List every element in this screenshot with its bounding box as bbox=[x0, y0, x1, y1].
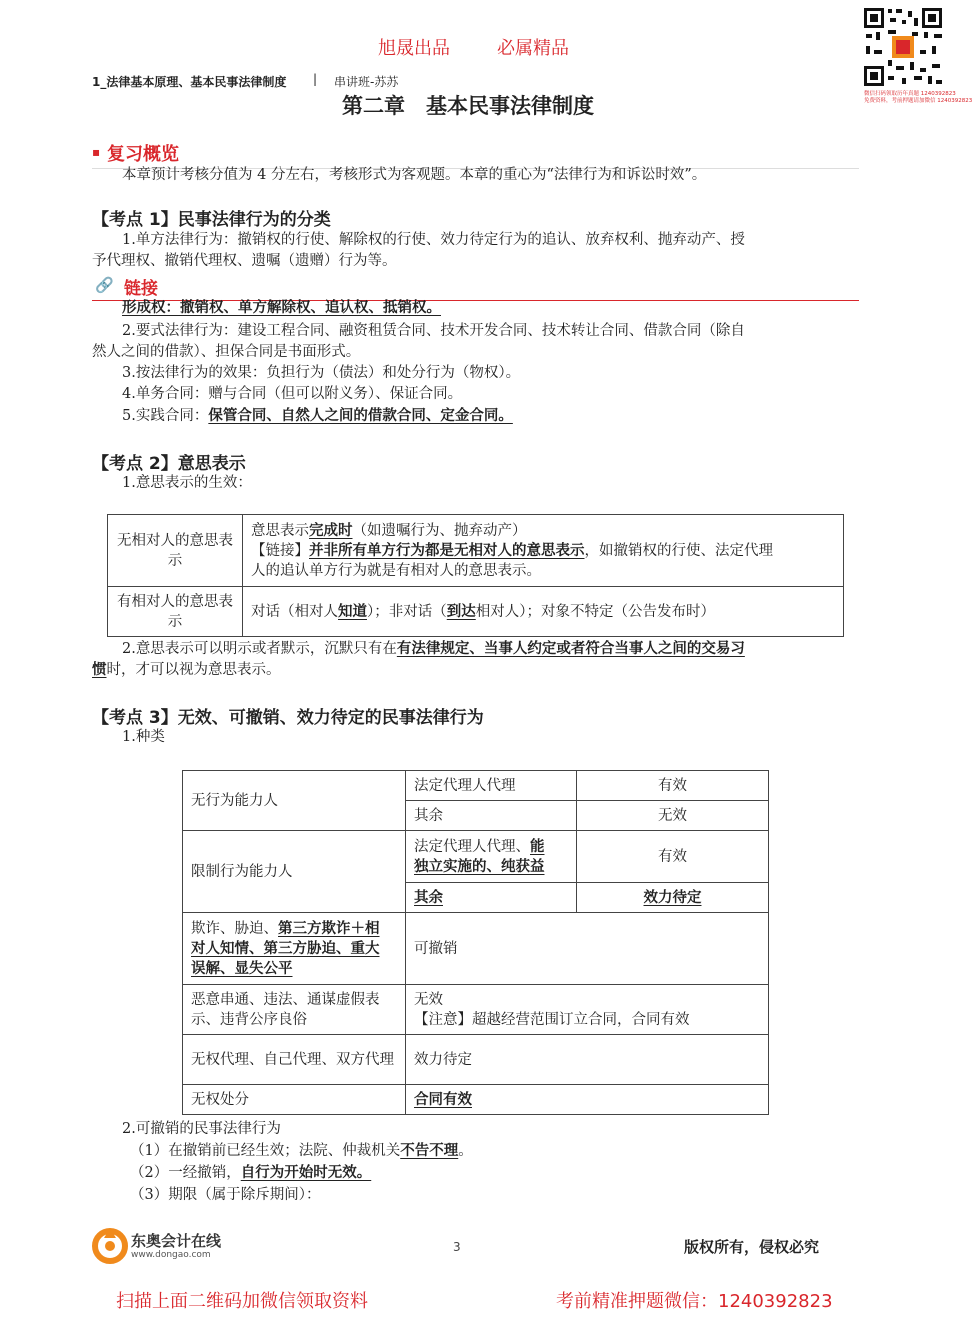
result: 可撤销 bbox=[406, 913, 769, 985]
text-span: ）；非对话（ bbox=[367, 603, 447, 620]
qr-caption-1: 微信扫码领取历年真题 1240392823 bbox=[864, 91, 956, 97]
text-span-emphasis: 误解、显失公平 bbox=[191, 960, 293, 977]
text-span-emphasis: 对人知情、第三方胁迫、重大 bbox=[191, 940, 380, 957]
text-line: 人的追认单方行为就是有相对人的意思表示。 bbox=[251, 562, 541, 579]
row-head bbox=[183, 913, 406, 985]
text-line: 无效 bbox=[414, 991, 443, 1008]
table-row bbox=[183, 1085, 769, 1115]
kd3-p2: 2.可撤销的民事法律行为 bbox=[122, 1121, 281, 1137]
result bbox=[406, 985, 769, 1035]
overview-text: 本章预计考核分值为 4 分左右，考核形式为客观题。本章的重心为“法律行为和诉讼时效”。 bbox=[122, 167, 707, 183]
row-content bbox=[243, 587, 844, 637]
text-span-emphasis: 不告不理 bbox=[400, 1143, 459, 1159]
breadcrumb: 1_法律基本原理、基本民事法律制度 bbox=[92, 75, 287, 89]
table-row bbox=[183, 913, 769, 985]
kd1-p5-prefix: 5.实践合同： bbox=[122, 408, 209, 424]
qr-code-image bbox=[862, 6, 944, 88]
text-span: （2）一经撤销， bbox=[130, 1165, 241, 1181]
qr-caption-2: 免费资料，考前押题请加微信 1240392823 bbox=[864, 98, 972, 104]
row-head: 限制行为能力人 bbox=[183, 831, 406, 913]
kd1-title: 【考点 1】民事法律行为的分类 bbox=[92, 210, 331, 230]
text-span-emphasis: 独立实施的、纯获益 bbox=[414, 858, 545, 875]
breadcrumb-separator: | bbox=[313, 72, 318, 86]
text-span-emphasis: 完成时 bbox=[309, 522, 353, 539]
kd1-p1-line1: 1.单方法律行为：撤销权的行使、解除权的行使、效力待定行为的追认、放弃权利、抛弃动产、授 bbox=[122, 232, 745, 248]
table-row bbox=[108, 587, 844, 637]
result: 有效 bbox=[577, 771, 769, 801]
text-span: ，如撤销权的行使、法定代理 bbox=[584, 542, 773, 559]
row-content bbox=[243, 515, 844, 587]
table-row bbox=[183, 1035, 769, 1085]
sub-case bbox=[406, 831, 577, 883]
text-span-emphasis: 第三方欺诈＋相 bbox=[278, 920, 380, 937]
sub-case: 法定代理人代理 bbox=[406, 771, 577, 801]
text-span-emphasis: 能 bbox=[530, 838, 545, 855]
kd3-p2-2 bbox=[92, 1163, 895, 1184]
result: 无效 bbox=[577, 801, 769, 831]
row-head: 恶意串通、违法、通谋虚假表示、违背公序良俗 bbox=[183, 985, 406, 1035]
course-name: 串讲班-苏苏 bbox=[334, 75, 399, 89]
kd2-p1: 1.意思表示的生效： bbox=[122, 475, 252, 491]
text-span: （1）在撤销前已经生效；法院、仲裁机关 bbox=[130, 1143, 401, 1159]
link-text: 形成权：撤销权、单方解除权、追认权、抵销权。 bbox=[122, 300, 441, 316]
sub-case: 其余 bbox=[406, 801, 577, 831]
link-icon: 🔗 bbox=[95, 276, 114, 294]
text-span-emphasis: 知道 bbox=[338, 603, 367, 620]
text-span: 法定代理人代理、 bbox=[414, 838, 530, 855]
table-row bbox=[183, 771, 769, 801]
table-row bbox=[108, 515, 844, 587]
text-span: （如遗嘱行为、抛弃动产） bbox=[352, 522, 527, 539]
validity-table bbox=[182, 770, 769, 1115]
chapter-title: 第二章 基本民事法律制度 bbox=[342, 94, 594, 118]
kd3-p2-1 bbox=[92, 1141, 895, 1162]
kd1-p3: 3.按法律行为的效果：负担行为（债法）和处分行为（物权）。 bbox=[122, 365, 521, 381]
text-span-emphasis: 到达 bbox=[446, 603, 476, 620]
row-head: 无行为能力人 bbox=[183, 771, 406, 831]
text-span-emphasis: 惯 bbox=[92, 662, 107, 678]
kd1-p2-line2: 然人之间的借款）、担保合同是书面形式。 bbox=[92, 344, 361, 360]
row-head: 有相对人的意思表示 bbox=[108, 587, 243, 637]
kd2-p2-line2 bbox=[92, 660, 857, 681]
result: 效力待定 bbox=[406, 1035, 769, 1085]
kd2-title: 【考点 2】意思表示 bbox=[92, 454, 246, 474]
text-span: 对话（相对人 bbox=[251, 603, 338, 620]
dongao-logo-text: 东奥会计在线 bbox=[131, 1232, 222, 1250]
result: 合同有效 bbox=[406, 1085, 769, 1115]
row-head: 无权代理、自己代理、双方代理 bbox=[183, 1035, 406, 1085]
promo-right: 考前精准押题微信：1240392823 bbox=[556, 1291, 833, 1312]
kd2-p2-line1 bbox=[92, 639, 887, 660]
overview-bullet-icon: ▪ bbox=[92, 145, 101, 159]
overview-heading: 复习概览 bbox=[107, 144, 179, 165]
text-span: 欺诈、胁迫、 bbox=[191, 920, 278, 937]
text-span: 【链接】 bbox=[251, 542, 309, 559]
declaration-table bbox=[107, 514, 844, 637]
row-head: 无相对人的意思表示 bbox=[108, 515, 243, 587]
table-row bbox=[183, 831, 769, 883]
text-span-emphasis: 并非所有单方行为都是无相对人的意思表示 bbox=[309, 542, 585, 559]
kd3-p1: 1.种类 bbox=[122, 729, 165, 745]
kd1-p4: 4.单务合同：赠与合同（但可以附义务）、保证合同。 bbox=[122, 386, 463, 402]
slogan-right: 必属精品 bbox=[497, 38, 569, 59]
kd1-p5 bbox=[92, 406, 887, 427]
copyright-notice: 版权所有，侵权必究 bbox=[684, 1238, 820, 1256]
dongao-logo-icon bbox=[92, 1228, 128, 1264]
text-span: 。 bbox=[458, 1143, 473, 1159]
text-span: 2.意思表示可以明示或者默示，沉默只有在 bbox=[122, 641, 397, 657]
text-span: 时，才可以视为意思表示。 bbox=[106, 662, 281, 678]
page-number: 3 bbox=[453, 1240, 461, 1254]
kd3-title: 【考点 3】无效、可撤销、效力待定的民事法律行为 bbox=[92, 708, 484, 728]
kd1-p5-emphasis: 保管合同、自然人之间的借款合同、定金合同。 bbox=[208, 408, 513, 424]
kd3-p2-3: （3）期限（属于除斥期间）： bbox=[130, 1187, 321, 1203]
text-line: 【注意】超越经营范围订立合同，合同有效 bbox=[414, 1011, 690, 1028]
link-label: 链接 bbox=[124, 279, 158, 299]
row-head: 无权处分 bbox=[183, 1085, 406, 1115]
kd1-p2-line1: 2.要式法律行为：建设工程合同、融资租赁合同、技术开发合同、技术转让合同、借款合同（除自 bbox=[122, 323, 745, 339]
slogan-left: 旭晟出品 bbox=[378, 38, 450, 59]
result: 有效 bbox=[577, 831, 769, 883]
dongao-logo-url: www.dongao.com bbox=[131, 1250, 211, 1260]
text-span-emphasis: 自行为开始时无效。 bbox=[240, 1165, 372, 1181]
table-row bbox=[183, 985, 769, 1035]
text-span: 意思表示 bbox=[251, 522, 309, 539]
text-span: 相对人）；对象不特定（公告发布时） bbox=[475, 603, 715, 620]
promo-left: 扫描上面二维码加微信领取资料 bbox=[116, 1291, 368, 1312]
kd1-p1-line2: 予代理权、撤销代理权、遗嘱（遗赠）行为等。 bbox=[92, 253, 397, 269]
sub-case: 其余 bbox=[406, 883, 577, 913]
result: 效力待定 bbox=[577, 883, 769, 913]
text-span-emphasis: 有法律规定、当事人约定或者符合当事人之间的交易习 bbox=[396, 641, 745, 657]
